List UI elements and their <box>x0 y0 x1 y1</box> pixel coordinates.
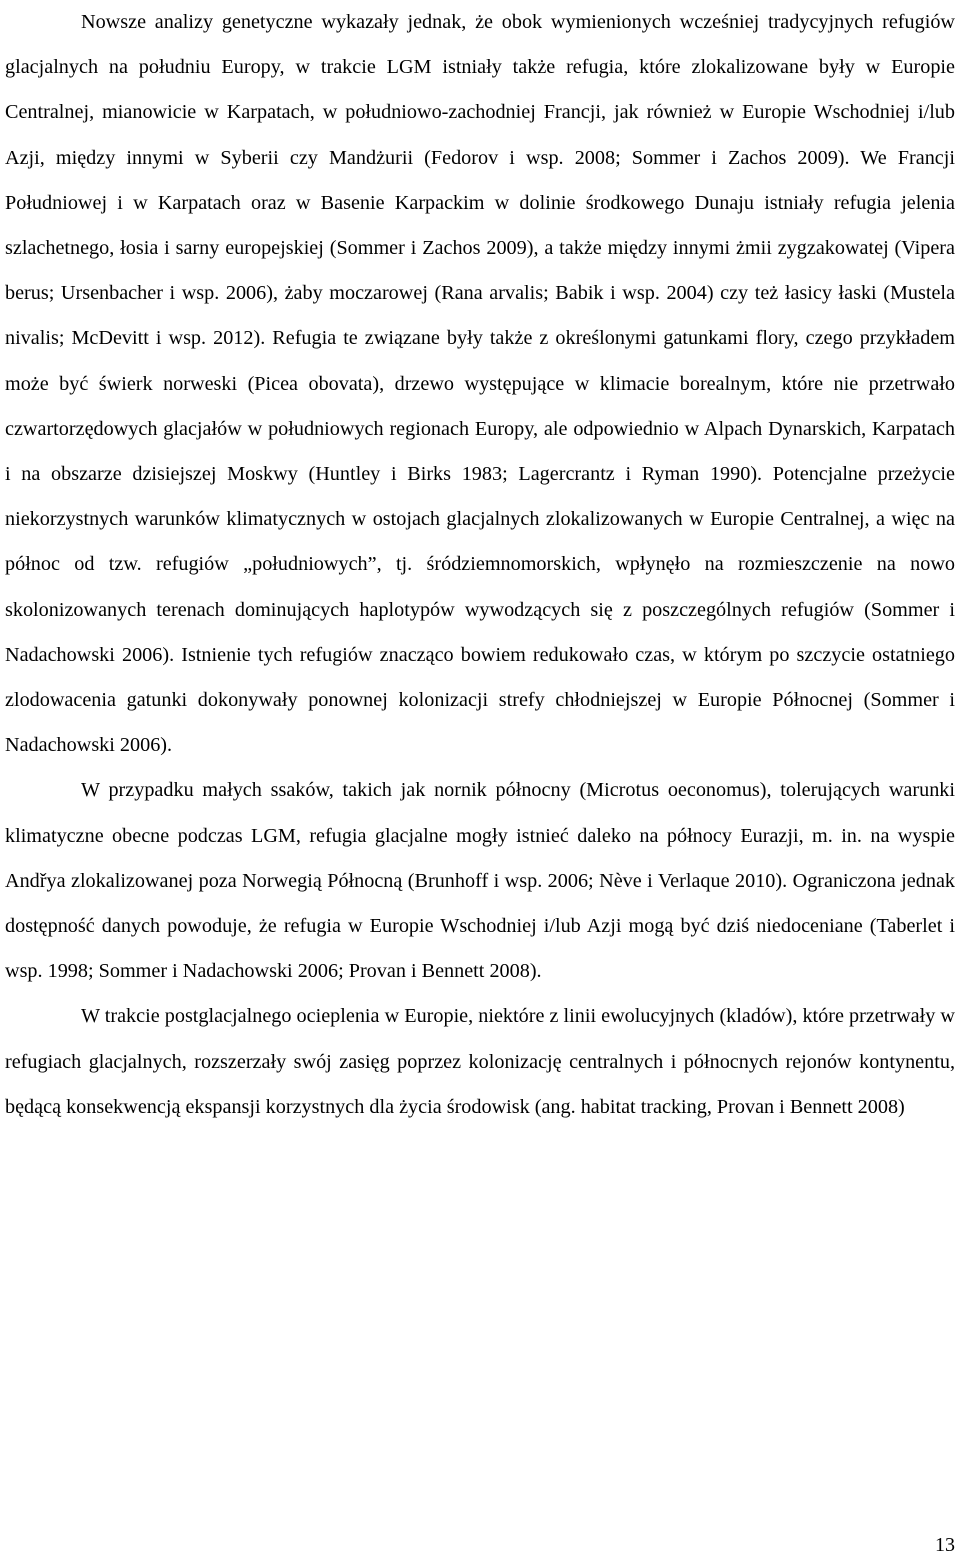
paragraph-1: Nowsze analizy genetyczne wykazały jednak, że obok wymienionych wcześniej tradycyjnych refugiów glacjalnych na południu Europy, w trakcie LGM istniały także refugia, które zlokalizowane były w Europie Centralnej, mianowicie w Karpatach, w południowo-zachodniej Francji, jak również w Europie Wschodniej i/lub Azji, między innymi w Syberii czy Mandżurii (Fedorov i wsp. 2008; Sommer i Zachos 2009). We Francji Południowej i w Karpatach oraz w Basenie Karpackim w dolinie środkowego Dunaju istniały refugia jelenia szlachetnego, łosia i sarny europejskiej (Sommer i Zachos 2009), a także między innymi żmii zygzakowatej (Vipera berus; Ursenbacher i wsp. 2006), żaby moczarowej (Rana arvalis; Babik i wsp. 2004) czy też łasicy łaski (Mustela nivalis; McDevitt i wsp. 2012). Refugia te związane były także z określonymi gatunkami flory, czego przykładem może być świerk norweski (Picea obovata), drzewo występujące w klimacie borealnym, które nie przetrwało czwartorzędowych glacjałów w południowych regionach Europy, ale odpowiednio w Alpach Dynarskich, Karpatach i na obszarze dzisiejszej Moskwy (Huntley i Birks 1983; Lagercrantz i Ryman 1990). Potencjalne przeżycie niekorzystnych warunków klimatycznych w ostojach glacjalnych zlokalizowanych w Europie Centralnej, a więc na północ od tzw. refugiów „południowych”, tj. śródziemnomorskich, wpłynęło na rozmieszczenie na nowo skolonizowanych terenach dominujących haplotypów wywodzących się z poszczególnych refugiów (Sommer i Nadachowski 2006). Istnienie tych refugiów znacząco bowiem redukowało czas, w którym po szczycie ostatniego zlodowacenia gatunki dokonywały ponownej kolonizacji strefy chłodniejszej w Europie Północnej (Sommer i Nadachowski 2006). <box>5 11 955 757</box>
paragraph-3: W trakcie postglacjalnego ocieplenia w Europie, niektóre z linii ewolucyjnych (kladów), które przetrwały w refugiach glacjalnych, rozszerzały swój zasięg poprzez kolonizację centralnych i północnych rejonów kontynentu, będącą konsekwencją ekspansji korzystnych dla życia środowisk (ang. habitat tracking, Provan i Bennett 2008) <box>5 1005 955 1118</box>
paragraph-2: W przypadku małych ssaków, takich jak nornik północny (Microtus oeconomus), tolerujących warunki klimatyczne obecne podczas LGM, refugia glacjalne mogły istnieć daleko na północy Eurazji, m. in. na wyspie Andřya zlokalizowanej poza Norwegią Północną (Brunhoff i wsp. 2006; Nève i Verlaque 2010). Ograniczona jednak dostępność danych powoduje, że refugia w Europie Wschodniej i/lub Azji mogą być dziś niedoceniane (Taberlet i wsp. 1998; Sommer i Nadachowski 2006; Provan i Bennett 2008). <box>5 779 955 983</box>
page-number: 13 <box>935 1534 955 1556</box>
body-text <box>5 0 955 1130</box>
